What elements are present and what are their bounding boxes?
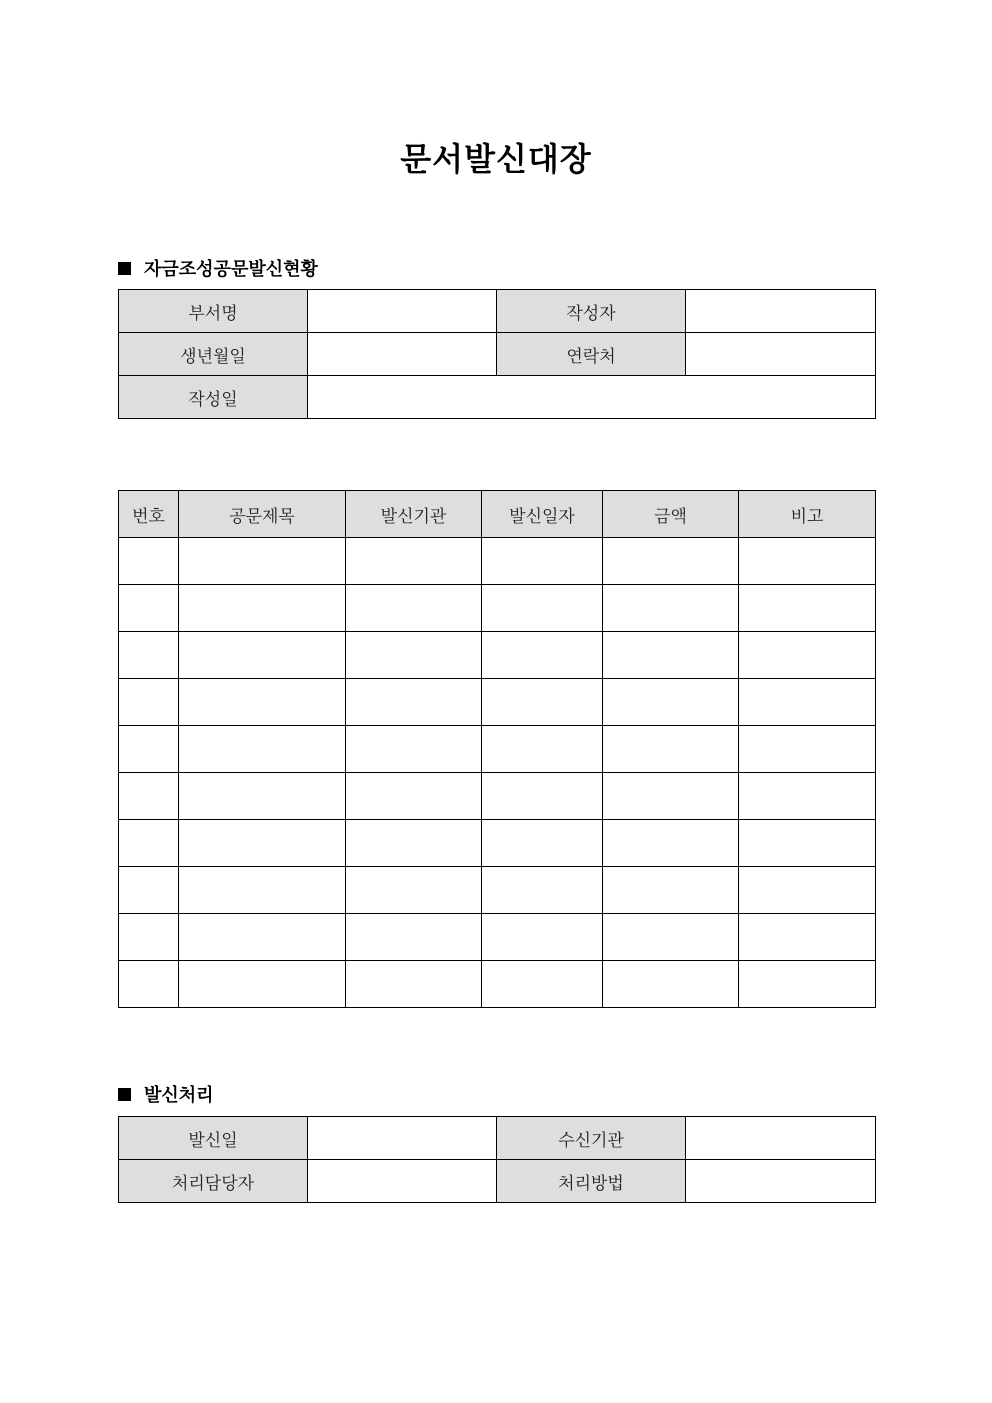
date-cell[interactable] [482,679,603,726]
department-field[interactable] [308,290,497,333]
written-date-field[interactable] [308,376,876,419]
date-cell[interactable] [482,820,603,867]
subject-cell[interactable] [179,726,346,773]
number-cell[interactable] [119,632,179,679]
sender-cell[interactable] [346,679,482,726]
column-header-subject: 공문제목 [179,491,346,538]
remarks-cell[interactable] [739,632,876,679]
table-row [119,961,876,1008]
amount-cell[interactable] [603,726,739,773]
table-header-row [119,491,876,538]
sender-cell[interactable] [346,914,482,961]
subject-cell[interactable] [179,585,346,632]
amount-cell[interactable] [603,773,739,820]
subject-cell[interactable] [179,632,346,679]
number-cell[interactable] [119,679,179,726]
date-cell[interactable] [482,961,603,1008]
sender-cell[interactable] [346,867,482,914]
remarks-cell[interactable] [739,914,876,961]
table-row [119,726,876,773]
sender-cell[interactable] [346,632,482,679]
column-header-sender: 발신기관 [346,491,482,538]
section-heading-label: 자금조성공문발신현황 [144,259,318,280]
section-heading-fund [118,255,318,281]
label-handler: 처리담당자 [119,1160,308,1203]
sender-cell[interactable] [346,773,482,820]
table-row [119,914,876,961]
info-row [119,1117,876,1160]
remarks-cell[interactable] [739,585,876,632]
table-row [119,867,876,914]
dispatch-info-table [118,1116,876,1203]
label-author: 작성자 [497,290,686,333]
date-cell[interactable] [482,867,603,914]
date-cell[interactable] [482,538,603,585]
subject-cell[interactable] [179,679,346,726]
author-field[interactable] [686,290,876,333]
info-row [119,333,876,376]
subject-cell[interactable] [179,867,346,914]
number-cell[interactable] [119,585,179,632]
number-cell[interactable] [119,914,179,961]
subject-cell[interactable] [179,820,346,867]
table-row [119,538,876,585]
remarks-cell[interactable] [739,773,876,820]
table-row [119,820,876,867]
table-row [119,679,876,726]
label-contact: 연락처 [497,333,686,376]
remarks-cell[interactable] [739,726,876,773]
remarks-cell[interactable] [739,961,876,1008]
info-row [119,376,876,419]
number-cell[interactable] [119,867,179,914]
label-written-date: 작성일 [119,376,308,419]
info-row [119,290,876,333]
date-cell[interactable] [482,914,603,961]
label-department: 부서명 [119,290,308,333]
sender-cell[interactable] [346,585,482,632]
date-cell[interactable] [482,632,603,679]
amount-cell[interactable] [603,867,739,914]
column-header-number: 번호 [119,491,179,538]
column-header-date: 발신일자 [482,491,603,538]
square-bullet-icon [118,262,131,275]
table-row [119,632,876,679]
sender-cell[interactable] [346,961,482,1008]
dispatch-date-field[interactable] [308,1117,497,1160]
contact-field[interactable] [686,333,876,376]
column-header-remarks: 비고 [739,491,876,538]
label-receiver: 수신기관 [497,1117,686,1160]
page-title: 문서발신대장 [400,140,592,178]
amount-cell[interactable] [603,632,739,679]
date-cell[interactable] [482,585,603,632]
dispatch-list-table [118,490,876,1008]
label-method: 처리방법 [497,1160,686,1203]
sender-cell[interactable] [346,538,482,585]
amount-cell[interactable] [603,679,739,726]
number-cell[interactable] [119,773,179,820]
subject-cell[interactable] [179,914,346,961]
square-bullet-icon [118,1088,131,1101]
subject-cell[interactable] [179,961,346,1008]
number-cell[interactable] [119,538,179,585]
section-heading-label: 발신처리 [144,1085,214,1106]
subject-cell[interactable] [179,773,346,820]
info-table [118,289,876,419]
receiver-field[interactable] [686,1117,876,1160]
handler-field[interactable] [308,1160,497,1203]
amount-cell[interactable] [603,820,739,867]
number-cell[interactable] [119,961,179,1008]
table-row [119,585,876,632]
remarks-cell[interactable] [739,820,876,867]
column-header-amount: 금액 [603,491,739,538]
sender-cell[interactable] [346,726,482,773]
amount-cell[interactable] [603,585,739,632]
remarks-cell[interactable] [739,538,876,585]
section-heading-dispatch [118,1081,214,1107]
remarks-cell[interactable] [739,867,876,914]
label-birthdate: 생년월일 [119,333,308,376]
remarks-cell[interactable] [739,679,876,726]
amount-cell[interactable] [603,538,739,585]
method-field[interactable] [686,1160,876,1203]
amount-cell[interactable] [603,961,739,1008]
label-dispatch-date: 발신일 [119,1117,308,1160]
info-row [119,1160,876,1203]
birthdate-field[interactable] [308,333,497,376]
sender-cell[interactable] [346,820,482,867]
amount-cell[interactable] [603,914,739,961]
number-cell[interactable] [119,820,179,867]
date-cell[interactable] [482,726,603,773]
date-cell[interactable] [482,773,603,820]
table-row [119,773,876,820]
subject-cell[interactable] [179,538,346,585]
number-cell[interactable] [119,726,179,773]
